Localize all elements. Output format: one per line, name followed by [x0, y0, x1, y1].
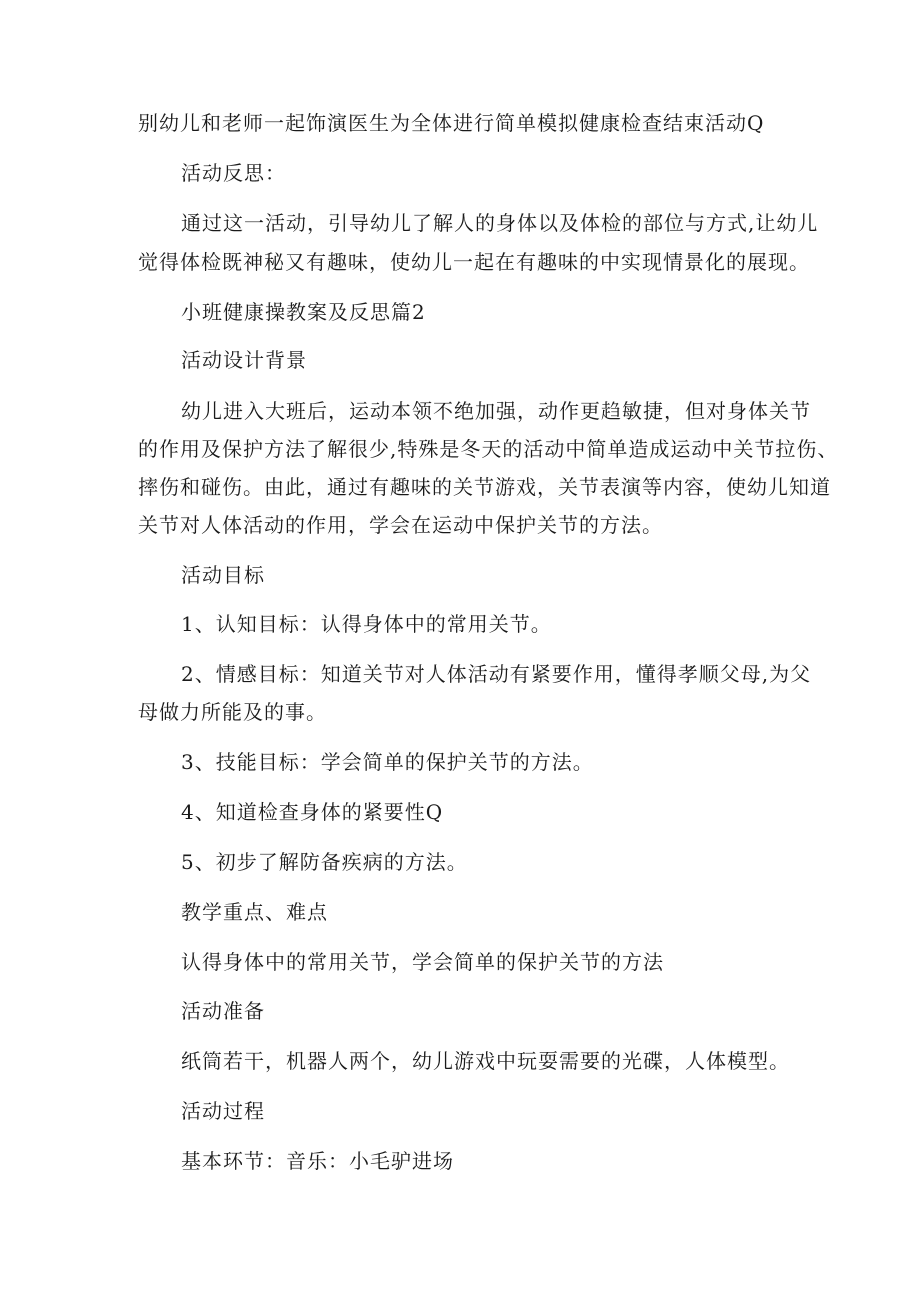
section-title: 小班健康操教案及反思篇2	[181, 300, 426, 324]
goal-2-line-1: 2、情感目标：知道关节对人体活动有紧要作用，懂得孝顺父母,为父	[181, 662, 812, 686]
background-line-1: 幼儿进入大班后，运动本领不绝加强，动作更趋敏捷，但对身体关节	[181, 399, 811, 423]
reflection-line-2: 觉得体检既神秘又有趣味，使幼儿一起在有趣味的中实现情景化的展现。	[138, 250, 810, 274]
prep-text: 纸筒若干，机器人两个，幼儿游戏中玩耍需要的光碟，人体模型。	[181, 1049, 790, 1073]
reflection-line-1: 通过这一活动，引导幼儿了解人的身体以及体检的部位与方式,让幼儿	[181, 211, 819, 235]
keypoints-heading: 教学重点、难点	[181, 900, 328, 924]
goal-5: 5、初步了解防备疾病的方法。	[181, 850, 468, 874]
background-line-3: 摔伤和碰伤。由此，通过有趣味的关节游戏，关节表演等内容，使幼儿知道	[138, 475, 831, 499]
background-heading: 活动设计背景	[181, 348, 307, 372]
prep-heading: 活动准备	[181, 999, 265, 1023]
goal-2-line-2: 母做力所能及的事。	[138, 700, 327, 724]
goal-3: 3、技能目标：学会简单的保护关节的方法。	[181, 750, 594, 774]
process-first-step: 基本环节：音乐：小毛驴进场	[181, 1149, 454, 1173]
background-line-2: 的作用及保护方法了解很少,特殊是冬天的活动中简单造成运动中关节拉伤、	[138, 437, 839, 461]
keypoints-text: 认得身体中的常用关节，学会简单的保护关节的方法	[181, 950, 664, 974]
process-heading: 活动过程	[181, 1099, 265, 1123]
reflection-heading: 活动反思：	[181, 161, 286, 185]
goal-1: 1、认知目标：认得身体中的常用关节。	[181, 612, 552, 636]
goals-heading: 活动目标	[181, 563, 265, 587]
paragraph-continuation: 别幼儿和老师一起饰演医生为全体进行简单模拟健康检查结束活动Q	[138, 111, 765, 135]
goal-4: 4、知道检查身体的紧要性Q	[181, 800, 444, 824]
background-line-4: 关节对人体活动的作用，学会在运动中保护关节的方法。	[138, 513, 663, 537]
